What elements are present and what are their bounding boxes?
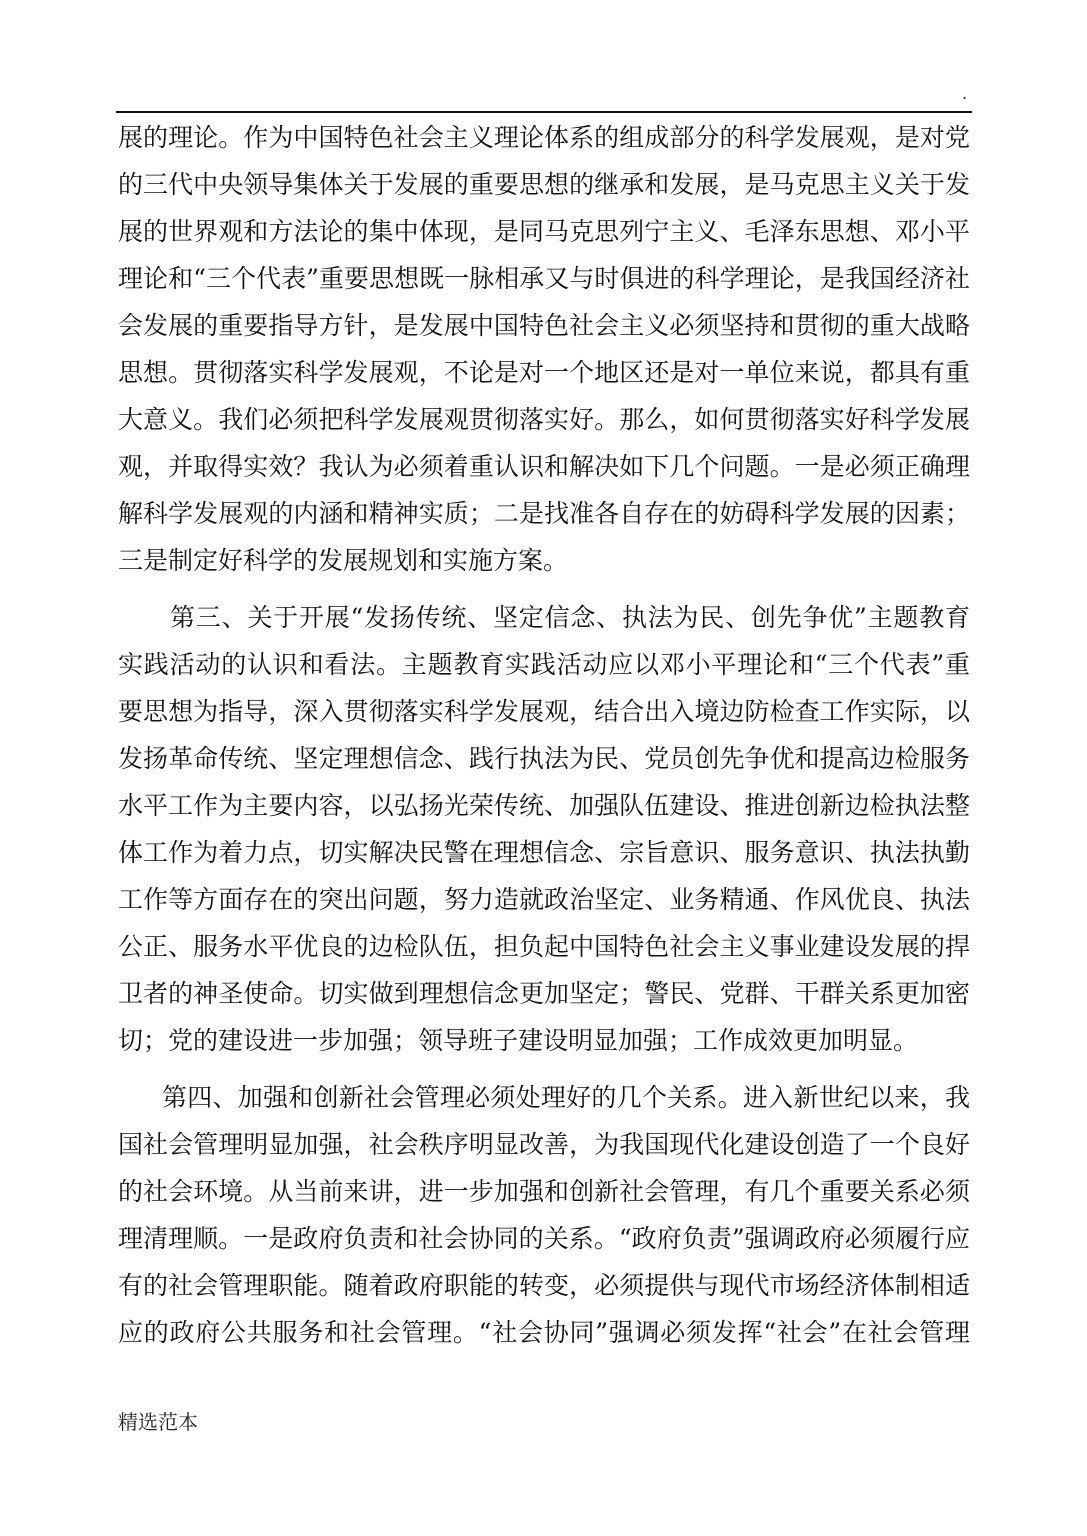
paragraph-line: 理清理顺。一是政府负责和社会协同的关系。“政府负责”强调政府必须履行应 [118,1224,970,1253]
document-body [118,114,970,1356]
paragraph-line: 水平工作为主要内容，以弘扬光荣传统、加强队伍建设、推进创新边检执法整 [118,791,970,820]
paragraph-line: 展的世界观和方法论的集中体现，是同马克思列宁主义、毛泽东思想、邓小平 [118,217,970,246]
paragraph-line: 国社会管理明显加强，社会秩序明显改善，为我国现代化建设创造了一个良好 [118,1130,970,1159]
paragraph-line: 第三、关于开展“发扬传统、坚定信念、执法为民、创先争优”主题教育 [170,603,970,632]
paragraph-line: 发扬革命传统、坚定理想信念、践行执法为民、党员创先争优和提高边检服务 [118,744,970,773]
paragraph-line: 第四、加强和创新社会管理必须处理好的几个关系。进入新世纪以来，我 [162,1083,970,1112]
paragraph-line: 体工作为着力点，切实解决民警在理想信念、宗旨意识、服务意识、执法执勤 [118,838,970,867]
paragraph-line: 实践活动的认识和看法。主题教育实践活动应以邓小平理论和“三个代表”重 [118,650,970,679]
paragraph-line: 思想。贯彻落实科学发展观，不论是对一个地区还是对一单位来说，都具有重 [118,358,970,387]
paragraph-line: 解科学发展观的内涵和精神实质；二是找准各自存在的妨碍科学发展的因素； [118,499,970,528]
paragraph-line: 展的理论。作为中国特色社会主义理论体系的组成部分的科学发展观，是对党 [118,123,970,152]
paragraph-line: 工作等方面存在的突出问题，努力造就政治坚定、业务精通、作风优良、执法 [118,885,970,914]
paragraph-line: 切；党的建设进一步加强；领导班子建设明显加强；工作成效更加明显。 [118,1026,919,1055]
footer-label: 精选范本 [118,1410,198,1434]
paragraph-line: 观，并取得实效？我认为必须着重认识和解决如下几个问题。一是必须正确理 [118,452,970,481]
paragraph-2 [118,594,970,1064]
paragraph-line: 要思想为指导，深入贯彻落实科学发展观，结合出入境边防检查工作实际，以 [118,697,970,726]
paragraph-line: 大意义。我们必须把科学发展观贯彻落实好。那么，如何贯彻落实好科学发展 [118,405,970,434]
paragraph-line: 三是制定好科学的发展规划和实施方案。 [118,546,569,575]
paragraph-line: 理论和“三个代表”重要思想既一脉相承又与时俱进的科学理论，是我国经济社 [118,264,970,293]
paragraph-line: 的社会环境。从当前来讲，进一步加强和创新社会管理，有几个重要关系必须 [118,1177,970,1206]
paragraph-line: 公正、服务水平优良的边检队伍，担负起中国特色社会主义事业建设发展的捍 [118,932,970,961]
paragraph-3 [118,1074,970,1356]
paragraph-gap [118,1064,970,1074]
paragraph-line: 应的政府公共服务和社会管理。“社会协同”强调必须发挥“社会”在社会管理 [118,1318,970,1347]
paragraph-line: 卫者的神圣使命。切实做到理想信念更加坚定；警民、党群、干群关系更加密 [118,979,970,1008]
header-dot-mark: . [962,84,968,103]
paragraph-line: 有的社会管理职能。随着政府职能的转变，必须提供与现代市场经济体制相适 [118,1271,970,1300]
paragraph-line: 会发展的重要指导方针，是发展中国特色社会主义必须坚持和贯彻的重大战略 [118,311,970,340]
paragraph-1 [118,114,970,584]
paragraph-line: 的三代中央领导集体关于发展的重要思想的继承和发展，是马克思主义关于发 [118,170,970,199]
paragraph-gap [118,584,970,594]
header-rule [116,111,972,113]
